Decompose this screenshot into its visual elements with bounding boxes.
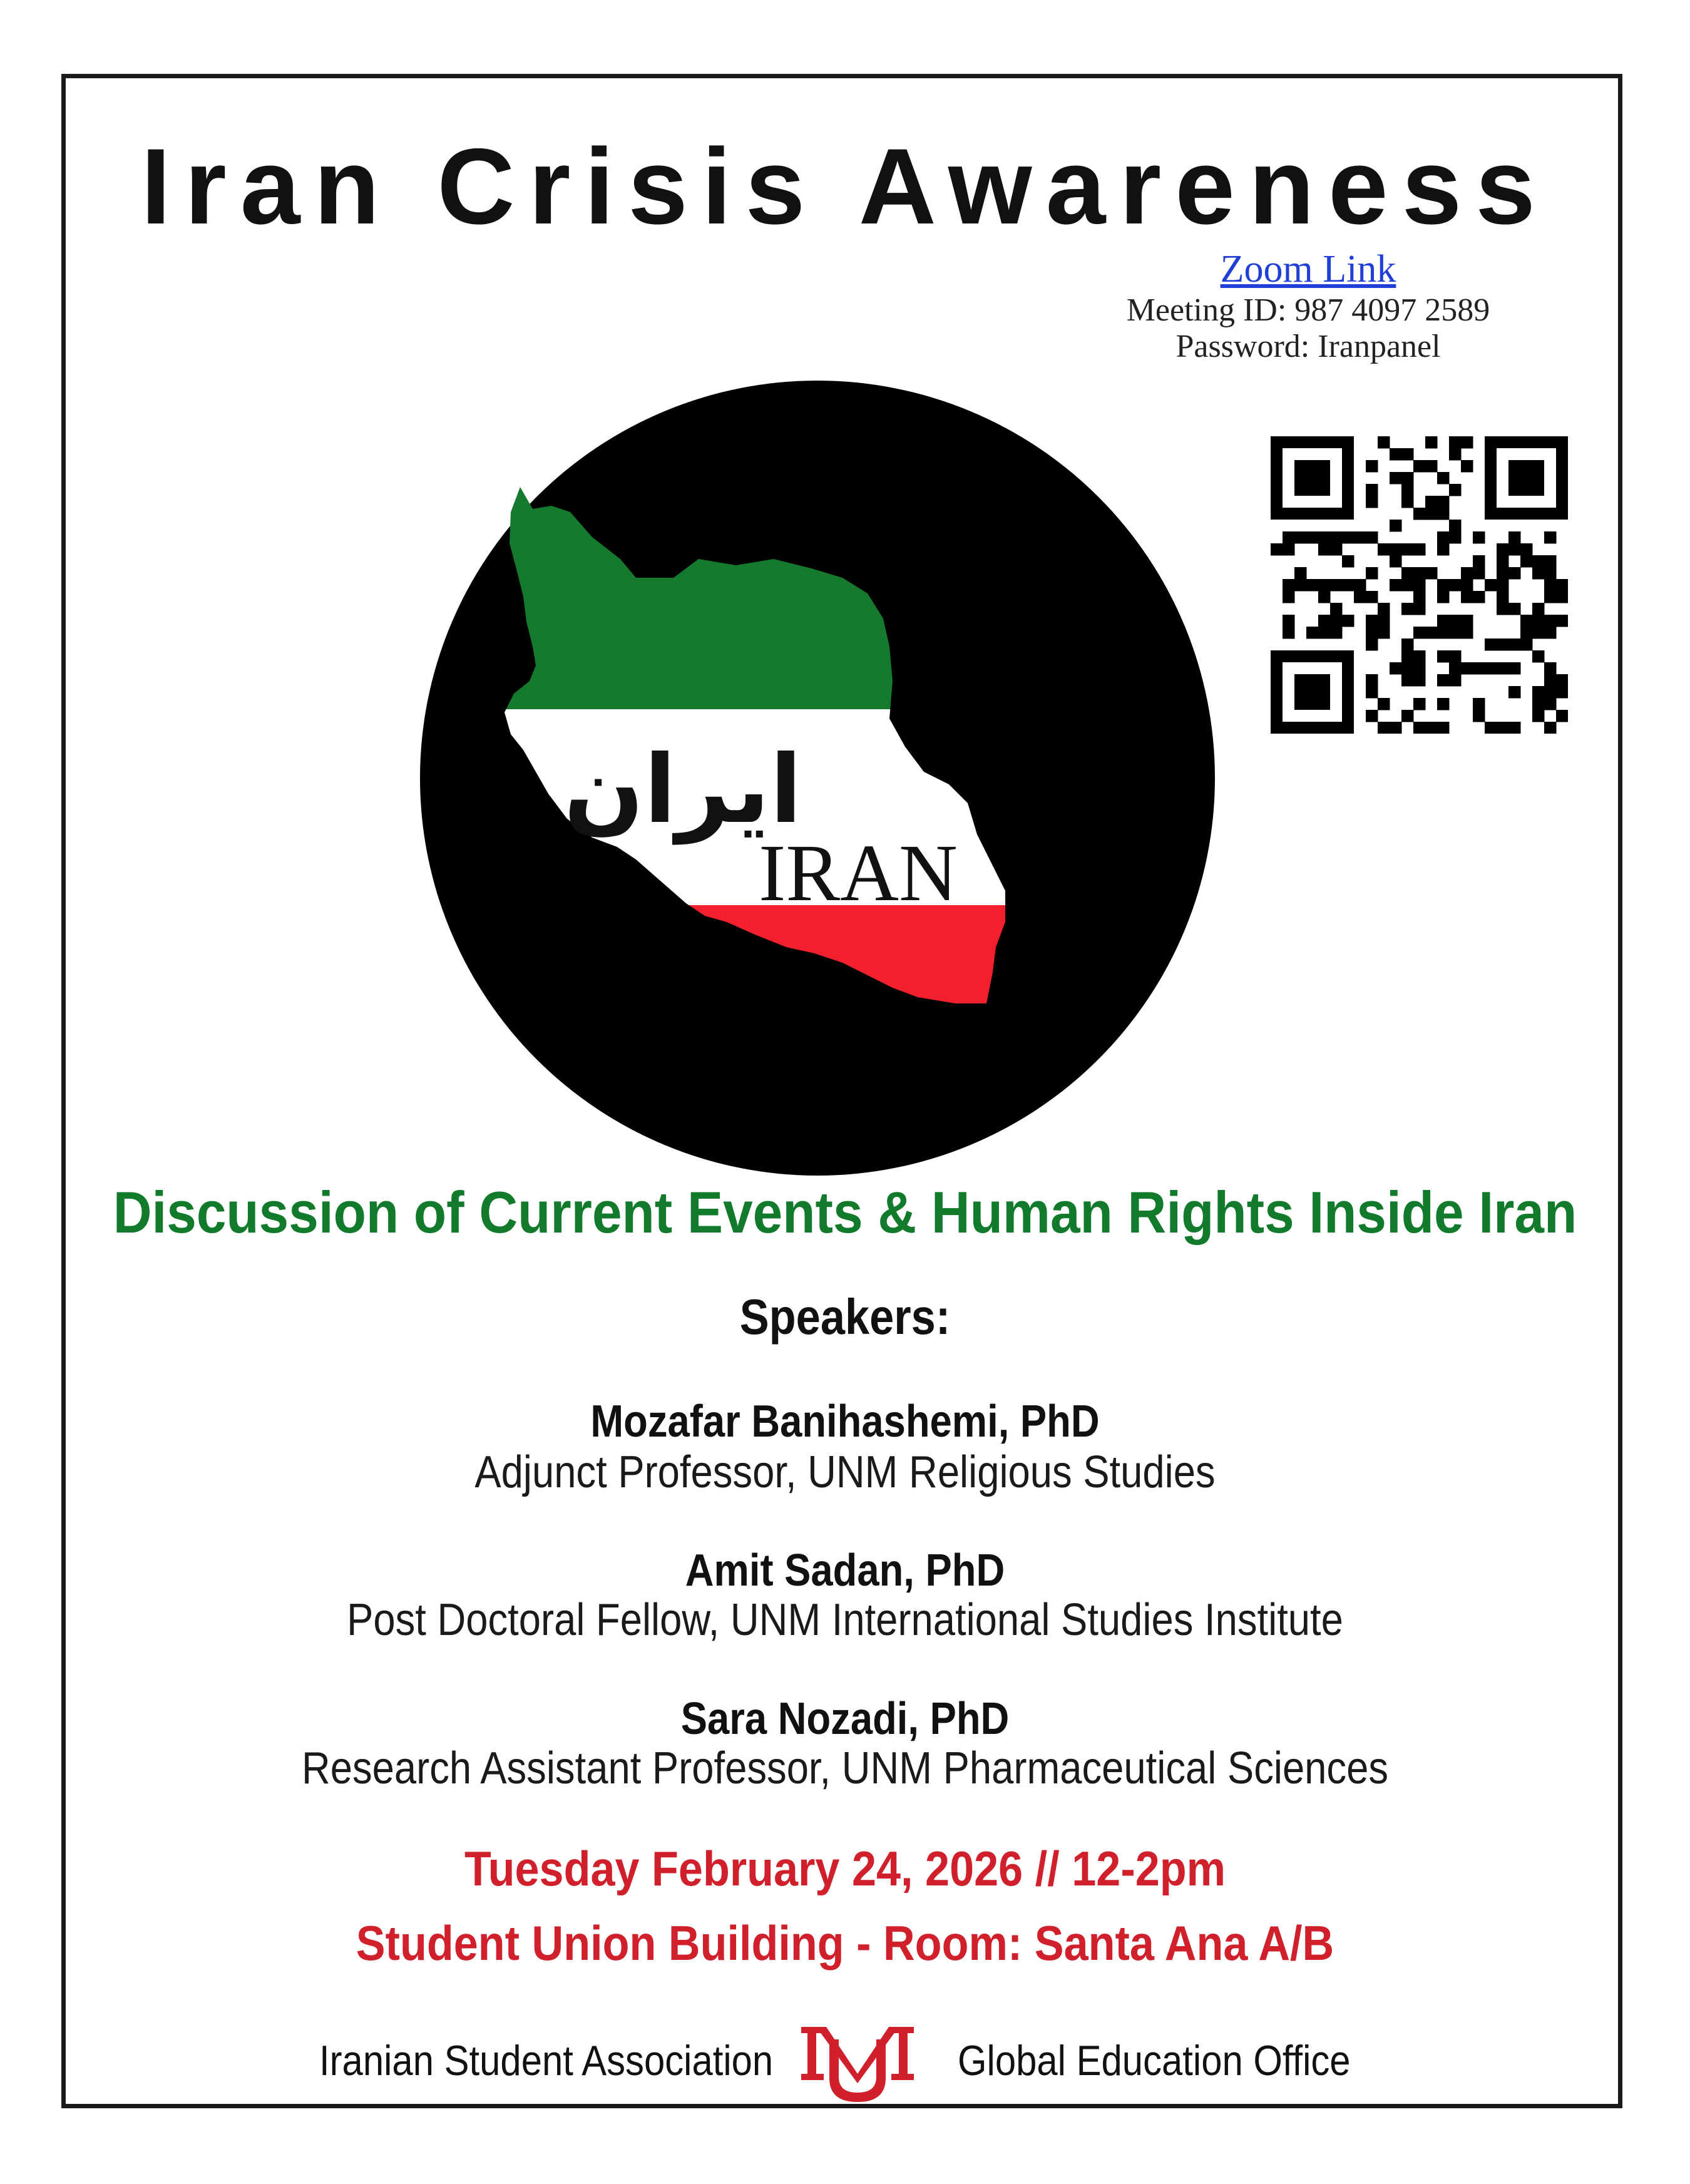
qr-code-icon[interactable]	[1271, 436, 1568, 734]
event-subtitle: Discussion of Current Events & Human Rights Inside Iran	[113, 1179, 1577, 1245]
speaker-3-name: Sara Nozadi, PhD	[680, 1694, 1010, 1744]
event-location: Student Union Building - Room: Santa Ana A/B	[356, 1915, 1334, 1971]
zoom-info	[1089, 246, 1527, 365]
poster-title: Iran Crisis Awareness	[141, 126, 1549, 247]
speaker-2-name: Amit Sadan, PhD	[685, 1546, 1005, 1596]
speaker-3-role: Research Assistant Professor, UNM Pharmaceutical Sciences	[301, 1743, 1389, 1793]
speaker-1-name: Mozafar Banihashemi, PhD	[590, 1397, 1100, 1447]
footer-iranian-student-association: Iranian Student Association	[319, 2037, 774, 2084]
meeting-id: Meeting ID: 987 4097 2589	[1126, 292, 1490, 328]
speaker-1-role: Adjunct Professor, UNM Religious Studies	[474, 1447, 1216, 1497]
zoom-link[interactable]: Zoom Link	[1220, 248, 1396, 290]
meeting-password: Password: Iranpanel	[1175, 329, 1441, 364]
footer-global-education-office: Global Education Office	[958, 2037, 1351, 2084]
speakers-heading: Speakers:	[739, 1289, 951, 1345]
unm-logo-icon	[795, 2014, 920, 2108]
iran-map-emblem	[404, 371, 1231, 1185]
emblem-english-text: IRAN	[759, 828, 958, 918]
emblem-farsi-text: ایران	[563, 736, 802, 844]
event-date-time: Tuesday February 24, 2026 // 12-2pm	[464, 1841, 1226, 1896]
speaker-2-role: Post Doctoral Fellow, UNM International Studies Institute	[347, 1595, 1343, 1645]
